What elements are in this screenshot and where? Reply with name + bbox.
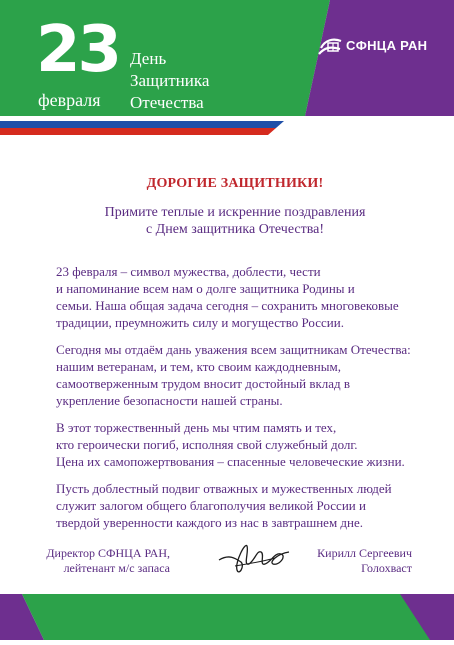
paragraph-line: Сегодня мы отдаём дань уважения всем защитникам Отечества: — [56, 342, 411, 357]
paragraph — [56, 480, 420, 531]
holiday-line: Защитника — [130, 71, 210, 90]
signature-block — [40, 536, 440, 586]
flag-red-stripe — [0, 128, 276, 135]
paragraph-line: семьи. Наша общая задача сегодня – сохранить многовековые — [56, 298, 399, 313]
paragraph-line: кто героически погиб, исполняя свой служебный долг. — [56, 437, 358, 452]
date-number: 23 — [36, 13, 120, 87]
flag-white-stripe — [0, 116, 290, 121]
holiday-title — [130, 48, 209, 114]
paragraph-line: укрепление безопасности нашей страны. — [56, 393, 283, 408]
paragraph-line: 23 февраля – символ мужества, доблести, чести — [56, 264, 321, 279]
footer-green — [22, 594, 454, 640]
name-line: Голохваст — [361, 561, 412, 575]
paragraph-line: служит залогом общего благополучия великой России и — [56, 498, 366, 513]
purple-banner — [305, 0, 454, 116]
greeting-line: с Днем защитника Отечества! — [145, 222, 325, 237]
letter-heading: ДОРОГИЕ ЗАЩИТНИКИ! — [146, 176, 324, 191]
greeting — [50, 204, 420, 238]
logo-text: СФНЦА РАН — [346, 38, 428, 53]
paragraph-line: самоотверженным трудом вносит достойный вклад в — [56, 376, 351, 391]
paragraph — [56, 341, 420, 409]
handwritten-signature — [215, 536, 295, 582]
position-line: лейтенант м/с запаса — [63, 561, 170, 575]
paragraph-line: Цена их самопожертвования – спасенные человеческие жизни. — [56, 454, 405, 469]
footer-banner — [0, 588, 454, 640]
institute-logo — [316, 34, 436, 58]
header-banner — [0, 0, 454, 140]
paragraph-line: твердой уверенности каждого из нас в завтрашнем дне. — [56, 515, 364, 530]
date-month: февраля — [38, 90, 101, 110]
paragraph — [56, 419, 420, 470]
greeting-line: Примите теплые и искренние поздравления — [104, 205, 366, 220]
paragraph-line: традиции, преумножить силу и могущество России. — [56, 315, 344, 330]
letter-body — [50, 170, 420, 541]
paragraph-line: нашим ветеранам, и тем, кто своим каждодневным, — [56, 359, 341, 374]
holiday-line: День — [130, 49, 167, 68]
signer-name — [317, 546, 412, 576]
name-line: Кирилл Сергеевич — [317, 546, 412, 560]
holiday-line: Отечества — [130, 93, 204, 112]
logo-book-icon — [316, 34, 344, 58]
flag-blue-stripe — [0, 121, 284, 128]
paragraph-line: В этот торжественный день мы чтим память и тех, — [56, 420, 337, 435]
signer-position — [40, 546, 170, 576]
footer-graphic — [0, 588, 454, 640]
paragraph — [56, 263, 420, 331]
paragraph-line: и напоминание всем нам о долге защитника Родины и — [56, 281, 355, 296]
paragraph-line: Пусть доблестный подвиг отважных и мужественных людей — [56, 481, 392, 496]
position-line: Директор СФНЦА РАН, — [46, 546, 170, 560]
